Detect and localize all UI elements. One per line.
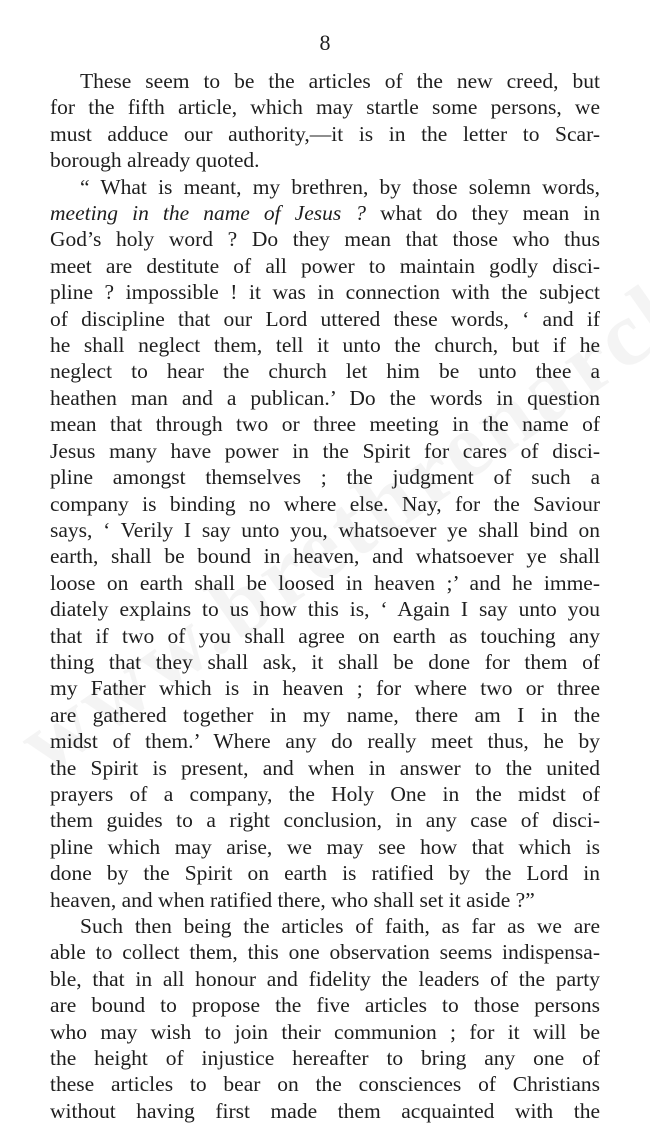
text-line: neglect to hear the church let him be unto thee a xyxy=(50,359,600,384)
text-line: who may wish to join their communion ; for it will be xyxy=(50,1019,600,1044)
text-fragment: what do they mean in xyxy=(366,201,600,226)
text-line: ble, that in all honour and fidelity the leaders of the party xyxy=(50,966,600,991)
text-line: them guides to a right conclusion, in any case of disci- xyxy=(50,808,600,833)
text-line: loose on earth shall be loosed in heaven ;’ and he imme- xyxy=(50,570,600,595)
text-line: meet are destitute of all power to maintain godly disci- xyxy=(50,253,600,278)
text-line: midst of them.’ Where any do really meet thus, he by xyxy=(50,729,600,754)
text-line: must adduce our authority,—it is in the letter to Scar- xyxy=(50,121,600,146)
text-line: that if two of you shall agree on earth as touching any xyxy=(50,623,600,648)
text-line: says, ‘ Verily I say unto you, whatsoever ye shall bind on xyxy=(50,517,600,542)
text-line: the height of injustice hereafter to bring any one of xyxy=(50,1046,600,1071)
text-line: Such then being the articles of faith, as far as we are xyxy=(80,914,600,938)
text-line: for the fifth article, which may startle some persons, we xyxy=(50,95,600,120)
text-line: These seem to be the articles of the new creed, but xyxy=(80,69,600,93)
text-line: diately explains to us how this is, ‘ Again I say unto you xyxy=(50,597,600,622)
text-line: company is binding no where else. Nay, for the Saviour xyxy=(50,491,600,516)
text-line: are gathered together in my name, there am I in the xyxy=(50,702,600,727)
text-line: the Spirit is present, and when in answer to the united xyxy=(50,755,600,780)
text-line: of discipline that our Lord uttered these words, ‘ and if xyxy=(50,306,600,331)
text-line xyxy=(50,200,600,226)
page-number: 8 xyxy=(319,30,331,55)
text-line: pline amongst themselves ; the judgment of such a xyxy=(50,465,600,490)
paragraph-2-quotation xyxy=(50,174,600,913)
text-line: he shall neglect them, tell it unto the church, but if he xyxy=(50,333,600,358)
text-line: without having first made them acquainted with the xyxy=(50,1098,600,1123)
paragraph-3 xyxy=(50,913,600,1124)
text-line: pline ? impossible ! it was in connection with the subject xyxy=(50,280,600,305)
text-line: thing that they shall ask, it shall be done for them of xyxy=(50,649,600,674)
body-text xyxy=(50,68,600,1124)
text-line: prayers of a company, the Holy One in the midst of xyxy=(50,781,600,806)
text-line: “ What is meant, my brethren, by those solemn words, xyxy=(80,174,600,199)
text-line: borough already quoted. xyxy=(50,148,260,173)
text-line: heathen man and a publican.’ Do the words in question xyxy=(50,385,600,410)
text-line: done by the Spirit on earth is ratified by the Lord in xyxy=(50,861,600,886)
italic-phrase: meeting in the name of Jesus ? xyxy=(50,201,367,226)
text-line: mean that through two or three meeting in the name of xyxy=(50,412,600,437)
text-line: my Father which is in heaven ; for where two or three xyxy=(50,676,600,701)
text-line: pline which may arise, we may see how that which is xyxy=(50,834,600,859)
text-line: heaven, and when ratified there, who shall set it aside ?” xyxy=(50,887,535,912)
text-line: earth, shall be bound in heaven, and whatsoever ye shall xyxy=(50,544,600,569)
text-line: able to collect them, this one observation seems indispensa- xyxy=(50,940,600,965)
text-line: these articles to bear on the consciences of Christians xyxy=(50,1072,600,1097)
text-line: God’s holy word ? Do they mean that those who thus xyxy=(50,227,600,252)
paragraph-1 xyxy=(50,68,600,174)
text-line: are bound to propose the five articles to those persons xyxy=(50,993,600,1018)
text-line: Jesus many have power in the Spirit for cares of disci- xyxy=(50,438,600,463)
